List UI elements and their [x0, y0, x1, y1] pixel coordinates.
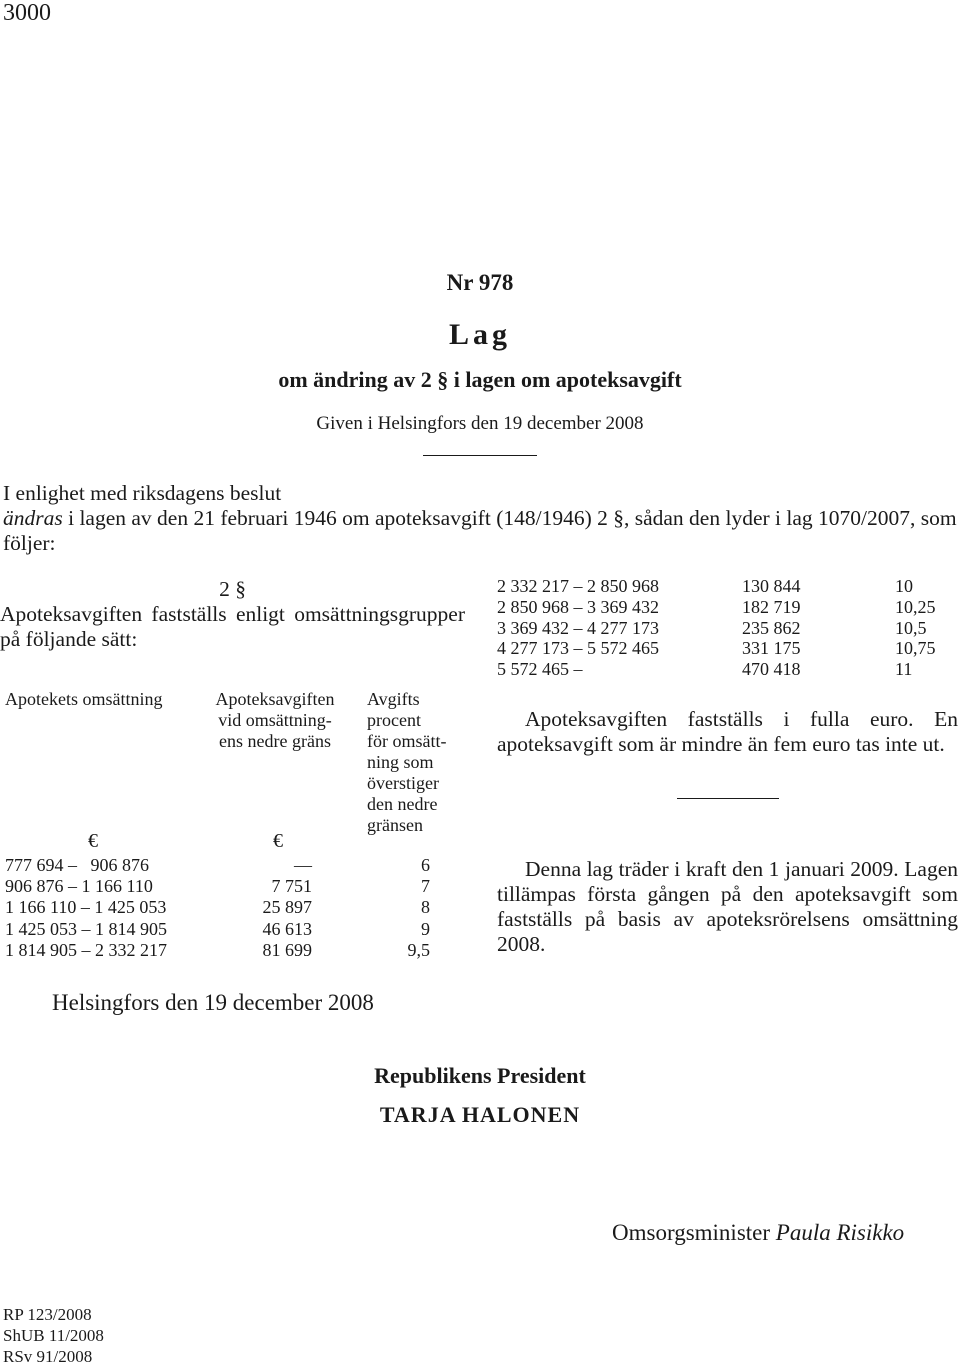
header-divider — [423, 455, 537, 456]
currency-symbol-base-fee: € — [273, 830, 283, 852]
reference-item: RSv 91/2008 — [3, 1347, 93, 1366]
entry-into-force-paragraph: Denna lag träder i kraft den 1 januari 2009. Lagen tillämpas första gången på den apoteksavgift som fastställs på basis av apoteksrörelsens omsättning 2008. — [497, 857, 958, 956]
table-row: 3 369 432 – 4 277 173 235 862 10,5 — [497, 617, 927, 638]
currency-symbol-turnover: € — [88, 830, 98, 852]
president-name: TARJA HALONEN — [379, 1102, 581, 1127]
fee-table-left — [0, 855, 465, 961]
table-row: 4 277 173 – 5 572 465 331 175 10,75 — [497, 638, 936, 659]
given-date: Given i Helsingfors den 19 december 2008 — [316, 413, 644, 434]
minister-name: Paula Risikko — [775, 1220, 905, 1245]
reference-item: ShUB 11/2008 — [3, 1326, 104, 1345]
intro-line-1: I enlighet med riksdagens beslut — [3, 481, 282, 505]
table-row: 1 814 905 – 2 332 217 81 699 9,5 — [5, 939, 430, 960]
section-text: Apoteksavgiften fastställs enligt omsättningsgrupper på följande sätt: — [0, 602, 465, 651]
table-row: 2 332 217 – 2 850 968 130 844 10 — [497, 576, 913, 596]
table-row: 5 572 465 – 470 418 11 — [497, 659, 913, 680]
president-title: Republikens President — [374, 1063, 586, 1088]
fee-table-right — [497, 576, 957, 680]
table-row: 1 166 110 – 1 425 053 25 897 8 — [5, 897, 430, 918]
document-subtitle: om ändring av 2 § i lagen om apoteksavgift — [278, 367, 682, 392]
minister-signature — [612, 1220, 904, 1246]
table-header-base-fee: Apoteksavgiften vid omsättning- ens nedre gräns — [215, 689, 335, 751]
table-row: 777 694 – 906 876 — 6 — [5, 855, 430, 875]
section-2 — [0, 577, 465, 652]
rounding-paragraph: Apoteksavgiften fastställs i fulla euro. En apoteksavgift som är mindre än fem euro tas inte ut. — [497, 707, 958, 756]
page-number: 3000 — [3, 0, 51, 26]
section-heading: 2 § — [219, 577, 246, 601]
statute-number: Nr 978 — [446, 270, 514, 295]
body-divider — [677, 798, 779, 799]
signature-place-date: Helsingfors den 19 december 2008 — [52, 990, 374, 1015]
intro-line-2-text: i lagen av den 21 februari 1946 om apoteksavgift (148/1946) 2 §, sådan den lyder i lag 1070/2007, som följer: — [3, 506, 957, 555]
table-row: 2 850 968 – 3 369 432 182 719 10,25 — [497, 596, 936, 617]
minister-title: Omsorgsminister — [612, 1220, 776, 1245]
document-title: Lag — [448, 318, 511, 351]
intro-paragraph — [3, 481, 958, 556]
table-row: 1 425 053 – 1 814 905 46 613 9 — [5, 918, 430, 939]
amend-word: ändras — [3, 506, 63, 530]
table-header-percent: Avgifts procent för omsätt- ning som överstiger den nedre gränsen — [367, 689, 447, 835]
reference-item: RP 123/2008 — [3, 1305, 92, 1324]
references — [3, 1304, 104, 1367]
intro-line-2 — [3, 506, 958, 556]
table-row: 906 876 – 1 166 110 7 751 7 — [5, 876, 430, 897]
table-header-turnover: Apotekets omsättning — [5, 689, 163, 709]
